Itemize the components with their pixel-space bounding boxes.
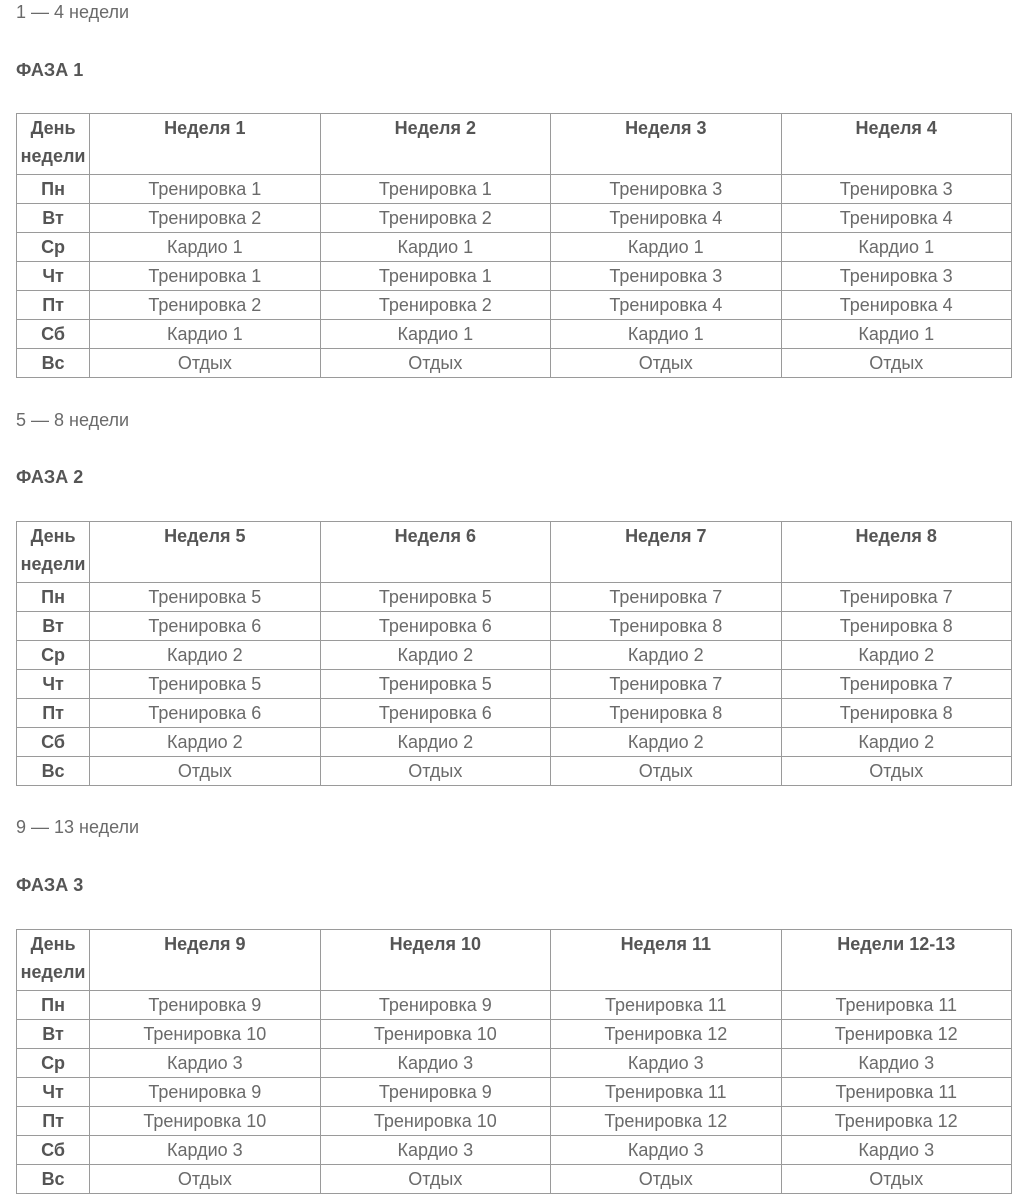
table-row	[17, 262, 1012, 291]
workout-cell: Кардио 3	[90, 1136, 320, 1165]
week-column-header: Недели 12-13	[781, 930, 1012, 991]
workout-cell: Тренировка 2	[90, 291, 320, 320]
week-column-header: Неделя 9	[90, 930, 320, 991]
workout-cell: Тренировка 10	[320, 1020, 550, 1049]
table-row	[17, 1136, 1012, 1165]
day-of-week-cell: Пн	[17, 991, 90, 1020]
week-column-header: Неделя 11	[551, 930, 781, 991]
day-column-header: День недели	[17, 522, 90, 583]
table-row	[17, 641, 1012, 670]
table-header-row	[17, 522, 1012, 583]
table-row	[17, 1107, 1012, 1136]
workout-cell: Кардио 2	[781, 641, 1012, 670]
workout-cell: Тренировка 8	[781, 699, 1012, 728]
day-column-header: День недели	[17, 930, 90, 991]
workout-cell: Тренировка 2	[320, 204, 550, 233]
week-column-header: Неделя 10	[320, 930, 550, 991]
day-of-week-cell: Пт	[17, 1107, 90, 1136]
table-header-row	[17, 114, 1012, 175]
phase-title: ФАЗА 1	[16, 60, 84, 80]
week-column-header: Неделя 8	[781, 522, 1012, 583]
day-of-week-cell: Пн	[17, 175, 90, 204]
day-of-week-cell: Чт	[17, 670, 90, 699]
workout-cell: Кардио 1	[781, 233, 1012, 262]
workout-cell: Тренировка 5	[90, 583, 320, 612]
week-column-header: Неделя 2	[320, 114, 550, 175]
workout-cell: Кардио 3	[320, 1049, 550, 1078]
workout-cell: Тренировка 6	[90, 699, 320, 728]
workout-cell: Отдых	[320, 1165, 550, 1194]
table-row	[17, 175, 1012, 204]
workout-cell: Тренировка 7	[781, 583, 1012, 612]
table-row	[17, 991, 1012, 1020]
table-row	[17, 699, 1012, 728]
workout-cell: Тренировка 9	[90, 1078, 320, 1107]
workout-cell: Тренировка 8	[781, 612, 1012, 641]
workout-cell: Отдых	[90, 349, 320, 378]
workout-cell: Тренировка 1	[320, 262, 550, 291]
day-of-week-cell: Сб	[17, 1136, 90, 1165]
workout-cell: Тренировка 11	[781, 1078, 1012, 1107]
day-of-week-cell: Вс	[17, 757, 90, 786]
workout-cell: Тренировка 1	[320, 175, 550, 204]
week-column-header: Неделя 5	[90, 522, 320, 583]
workout-cell: Отдых	[781, 757, 1012, 786]
table-row	[17, 1078, 1012, 1107]
workout-cell: Кардио 2	[90, 728, 320, 757]
week-column-header: Неделя 6	[320, 522, 550, 583]
day-of-week-cell: Вт	[17, 612, 90, 641]
workout-cell: Кардио 1	[551, 320, 781, 349]
workout-cell: Тренировка 4	[551, 204, 781, 233]
table-row	[17, 204, 1012, 233]
workout-cell: Тренировка 3	[551, 175, 781, 204]
table-row	[17, 349, 1012, 378]
workout-cell: Тренировка 6	[320, 612, 550, 641]
workout-cell: Отдых	[551, 1165, 781, 1194]
workout-cell: Тренировка 11	[551, 1078, 781, 1107]
workout-cell: Тренировка 7	[781, 670, 1012, 699]
table-row	[17, 670, 1012, 699]
workout-cell: Кардио 1	[320, 320, 550, 349]
phase-title: ФАЗА 3	[16, 875, 84, 895]
table-row	[17, 1020, 1012, 1049]
workout-cell: Кардио 1	[781, 320, 1012, 349]
table-row	[17, 1049, 1012, 1078]
phase-weeks-caption: 5 — 8 недели	[16, 410, 130, 430]
table-row	[17, 291, 1012, 320]
table-row	[17, 233, 1012, 262]
workout-cell: Тренировка 3	[781, 175, 1012, 204]
day-of-week-cell: Сб	[17, 320, 90, 349]
workout-cell: Тренировка 5	[320, 583, 550, 612]
workout-cell: Отдых	[90, 1165, 320, 1194]
table-row	[17, 728, 1012, 757]
day-of-week-cell: Вс	[17, 1165, 90, 1194]
workout-cell: Кардио 2	[320, 641, 550, 670]
workout-cell: Тренировка 10	[90, 1107, 320, 1136]
workout-cell: Тренировка 1	[90, 262, 320, 291]
workout-cell: Кардио 3	[551, 1049, 781, 1078]
workout-cell: Тренировка 4	[781, 291, 1012, 320]
workout-cell: Тренировка 4	[551, 291, 781, 320]
week-column-header: Неделя 7	[551, 522, 781, 583]
workout-cell: Тренировка 6	[320, 699, 550, 728]
workout-cell: Отдых	[781, 349, 1012, 378]
phase-schedule-table	[16, 113, 1012, 378]
day-of-week-cell: Чт	[17, 262, 90, 291]
week-column-header: Неделя 4	[781, 114, 1012, 175]
workout-cell: Тренировка 11	[781, 991, 1012, 1020]
day-of-week-cell: Вт	[17, 1020, 90, 1049]
workout-cell: Кардио 1	[551, 233, 781, 262]
workout-cell: Тренировка 5	[320, 670, 550, 699]
table-header-row	[17, 930, 1012, 991]
table-row	[17, 757, 1012, 786]
workout-cell: Тренировка 1	[90, 175, 320, 204]
workout-cell: Тренировка 12	[551, 1107, 781, 1136]
workout-cell: Кардио 2	[90, 641, 320, 670]
workout-cell: Кардио 1	[90, 320, 320, 349]
day-of-week-cell: Ср	[17, 1049, 90, 1078]
workout-cell: Кардио 2	[551, 728, 781, 757]
week-column-header: Неделя 3	[551, 114, 781, 175]
workout-cell: Отдых	[90, 757, 320, 786]
workout-cell: Тренировка 4	[781, 204, 1012, 233]
workout-cell: Тренировка 12	[781, 1020, 1012, 1049]
workout-cell: Отдых	[781, 1165, 1012, 1194]
workout-cell: Тренировка 9	[320, 1078, 550, 1107]
workout-cell: Отдых	[551, 757, 781, 786]
workout-cell: Отдых	[320, 757, 550, 786]
workout-cell: Кардио 2	[781, 728, 1012, 757]
table-row	[17, 1165, 1012, 1194]
workout-cell: Тренировка 12	[781, 1107, 1012, 1136]
workout-cell: Кардио 3	[90, 1049, 320, 1078]
week-column-header: Неделя 1	[90, 114, 320, 175]
day-of-week-cell: Вс	[17, 349, 90, 378]
phase-schedule-table	[16, 521, 1012, 786]
workout-cell: Кардио 3	[781, 1049, 1012, 1078]
day-column-header: День недели	[17, 114, 90, 175]
workout-cell: Тренировка 8	[551, 612, 781, 641]
phase-weeks-caption: 9 — 13 недели	[16, 817, 140, 837]
workout-cell: Тренировка 6	[90, 612, 320, 641]
day-of-week-cell: Пн	[17, 583, 90, 612]
phase-schedule-table	[16, 929, 1012, 1194]
day-of-week-cell: Вт	[17, 204, 90, 233]
workout-cell: Тренировка 10	[320, 1107, 550, 1136]
table-row	[17, 612, 1012, 641]
workout-cell: Кардио 2	[551, 641, 781, 670]
table-row	[17, 320, 1012, 349]
workout-cell: Тренировка 8	[551, 699, 781, 728]
workout-cell: Кардио 1	[320, 233, 550, 262]
workout-cell: Тренировка 3	[781, 262, 1012, 291]
workout-cell: Тренировка 11	[551, 991, 781, 1020]
workout-cell: Отдых	[320, 349, 550, 378]
workout-cell: Кардио 3	[551, 1136, 781, 1165]
workout-cell: Тренировка 7	[551, 670, 781, 699]
workout-cell: Кардио 1	[90, 233, 320, 262]
workout-cell: Тренировка 3	[551, 262, 781, 291]
table-row	[17, 583, 1012, 612]
workout-cell: Тренировка 9	[90, 991, 320, 1020]
phase-title: ФАЗА 2	[16, 467, 84, 487]
day-of-week-cell: Чт	[17, 1078, 90, 1107]
workout-cell: Тренировка 2	[320, 291, 550, 320]
workout-cell: Кардио 3	[781, 1136, 1012, 1165]
day-of-week-cell: Пт	[17, 699, 90, 728]
workout-cell: Кардио 2	[320, 728, 550, 757]
day-of-week-cell: Ср	[17, 233, 90, 262]
workout-cell: Тренировка 2	[90, 204, 320, 233]
day-of-week-cell: Сб	[17, 728, 90, 757]
workout-cell: Тренировка 12	[551, 1020, 781, 1049]
workout-cell: Тренировка 10	[90, 1020, 320, 1049]
workout-cell: Отдых	[551, 349, 781, 378]
workout-cell: Кардио 3	[320, 1136, 550, 1165]
workout-cell: Тренировка 7	[551, 583, 781, 612]
day-of-week-cell: Пт	[17, 291, 90, 320]
phase-weeks-caption: 1 — 4 недели	[16, 2, 130, 22]
day-of-week-cell: Ср	[17, 641, 90, 670]
workout-cell: Тренировка 5	[90, 670, 320, 699]
workout-cell: Тренировка 9	[320, 991, 550, 1020]
